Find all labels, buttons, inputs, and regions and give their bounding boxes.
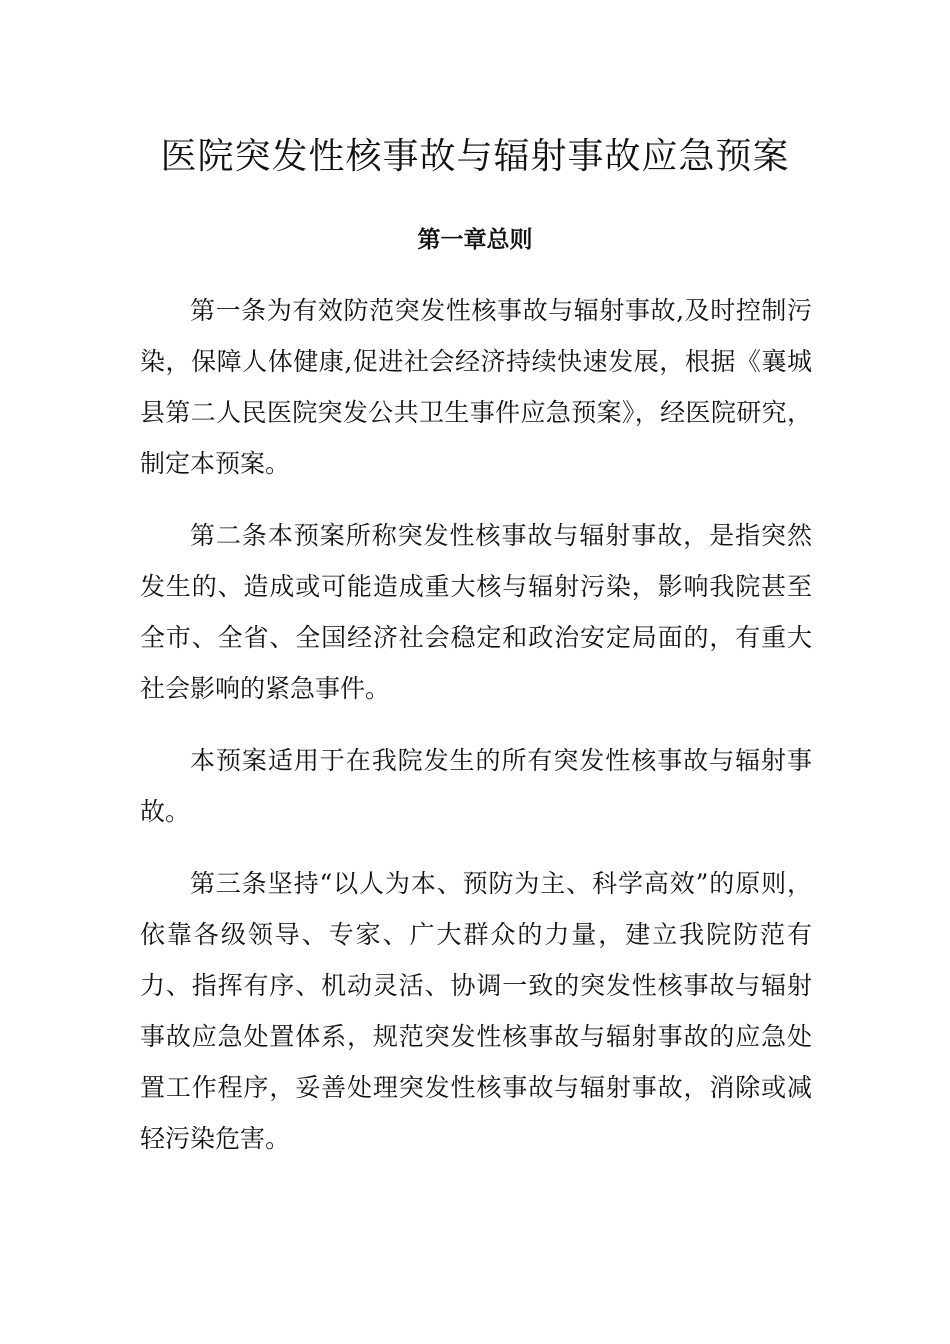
document-title: 医院突发性核事故与辐射事故应急预案: [160, 136, 790, 177]
document-body: [140, 285, 812, 1185]
chapter-heading: 第一章总则: [417, 227, 533, 253]
paragraph-article-1: 第一条为有效防范突发性核事故与辐射事故,及时控制污染，保障人体健康,促进社会经济持续快速发展，根据《襄城县第二人民医院突发公共卫生事件应急预案》，经医院研究，制定本预案。: [140, 296, 812, 478]
paragraph-article-3: 第三条坚持“以人为本、预防为主、科学高效”的原则，依靠各级领导、专家、广大群众的力量，建立我院防范有力、指挥有序、机动灵活、协调一致的突发性核事故与辐射事故应急处置体系，规范突发性核事故与辐射事故的应急处置工作程序，妥善处理突发性核事故与辐射事故，消除或减轻污染危害。: [140, 869, 812, 1153]
paragraph-article-2: 第二条本预案所称突发性核事故与辐射事故，是指突然发生的、造成或可能造成重大核与辐射污染，影响我院甚至全市、全省、全国经济社会稳定和政治安定局面的，有重大社会影响的紧急事件。: [140, 521, 812, 703]
paragraph-scope: 本预案适用于在我院发生的所有突发性核事故与辐射事故。: [140, 746, 812, 826]
